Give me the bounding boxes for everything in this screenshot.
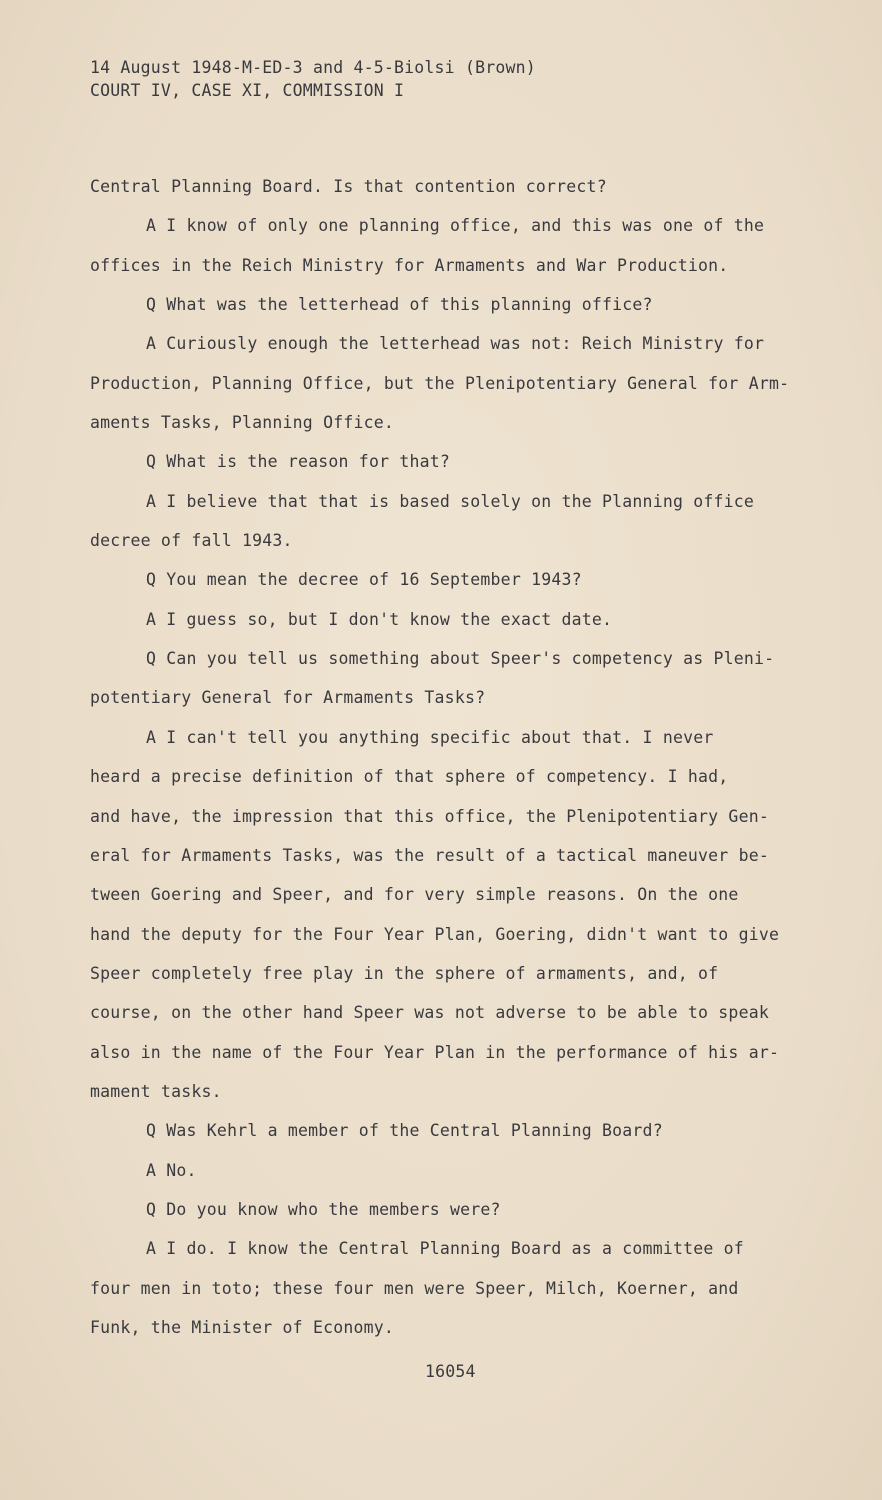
transcript-line: hand the deputy for the Four Year Plan, Goering, didn't want to give: [90, 924, 780, 944]
transcript-line: A I know of only one planning office, and this was one of the: [146, 216, 765, 236]
page-number: 16054: [425, 1362, 476, 1381]
transcript-line: Production, Planning Office, but the Plenipotentiary General for Arm-: [90, 373, 790, 393]
transcript-line: A I guess so, but I don't know the exact date.: [146, 609, 613, 629]
transcript-line: offices in the Reich Ministry for Armaments and War Production.: [90, 255, 729, 275]
transcript-line: tween Goering and Speer, and for very simple reasons. On the one: [90, 885, 739, 905]
transcript-line: mament tasks.: [90, 1081, 222, 1101]
transcript-line: also in the name of the Four Year Plan in the performance of his ar-: [90, 1042, 780, 1062]
transcript-line: Q Can you tell us something about Speer's competency as Pleni-: [146, 649, 775, 669]
transcript-line: Speer completely free play in the sphere of armaments, and, of: [90, 963, 719, 983]
transcript-line: four men in toto; these four men were Speer, Milch, Koerner, and: [90, 1278, 739, 1298]
transcript-line: potentiary General for Armaments Tasks?: [90, 688, 486, 708]
transcript-line: decree of fall 1943.: [90, 531, 293, 551]
transcript-line: Q Do you know who the members were?: [146, 1199, 501, 1219]
transcript-line: A Curiously enough the letterhead was not: Reich Ministry for: [146, 334, 765, 354]
header-date-line: 14 August 1948-M-ED-3 and 4-5-Biolsi (Brown): [90, 58, 536, 77]
transcript-line: aments Tasks, Planning Office.: [90, 413, 395, 433]
transcript-line: A I believe that that is based solely on the Planning office: [146, 491, 755, 511]
transcript-line: course, on the other hand Speer was not adverse to be able to speak: [90, 1003, 769, 1023]
transcript-line: Central Planning Board. Is that contention correct?: [90, 177, 607, 196]
transcript-line: A I can't tell you anything specific about that. I never: [146, 727, 714, 747]
page-header: [90, 56, 536, 102]
transcript-line: A No.: [146, 1160, 197, 1180]
transcript-line: eral for Armaments Tasks, was the result of a tactical maneuver be-: [90, 845, 769, 865]
transcript-line: Q Was Kehrl a member of the Central Planning Board?: [146, 1121, 663, 1141]
transcript-line: Funk, the Minister of Economy.: [90, 1317, 395, 1337]
header-court-line: COURT IV, CASE XI, COMMISSION I: [90, 81, 405, 100]
transcript-line: Q You mean the decree of 16 September 1943?: [146, 570, 582, 590]
transcript-line: heard a precise definition of that sphere of competency. I had,: [90, 767, 729, 787]
transcript-body: [90, 171, 790, 1351]
transcript-line: Q What is the reason for that?: [146, 452, 451, 472]
transcript-line: A I do. I know the Central Planning Board as a committee of: [146, 1239, 744, 1259]
transcript-line: and have, the impression that this office, the Plenipotentiary Gen-: [90, 806, 769, 826]
transcript-line: Q What was the letterhead of this planning office?: [146, 295, 653, 315]
